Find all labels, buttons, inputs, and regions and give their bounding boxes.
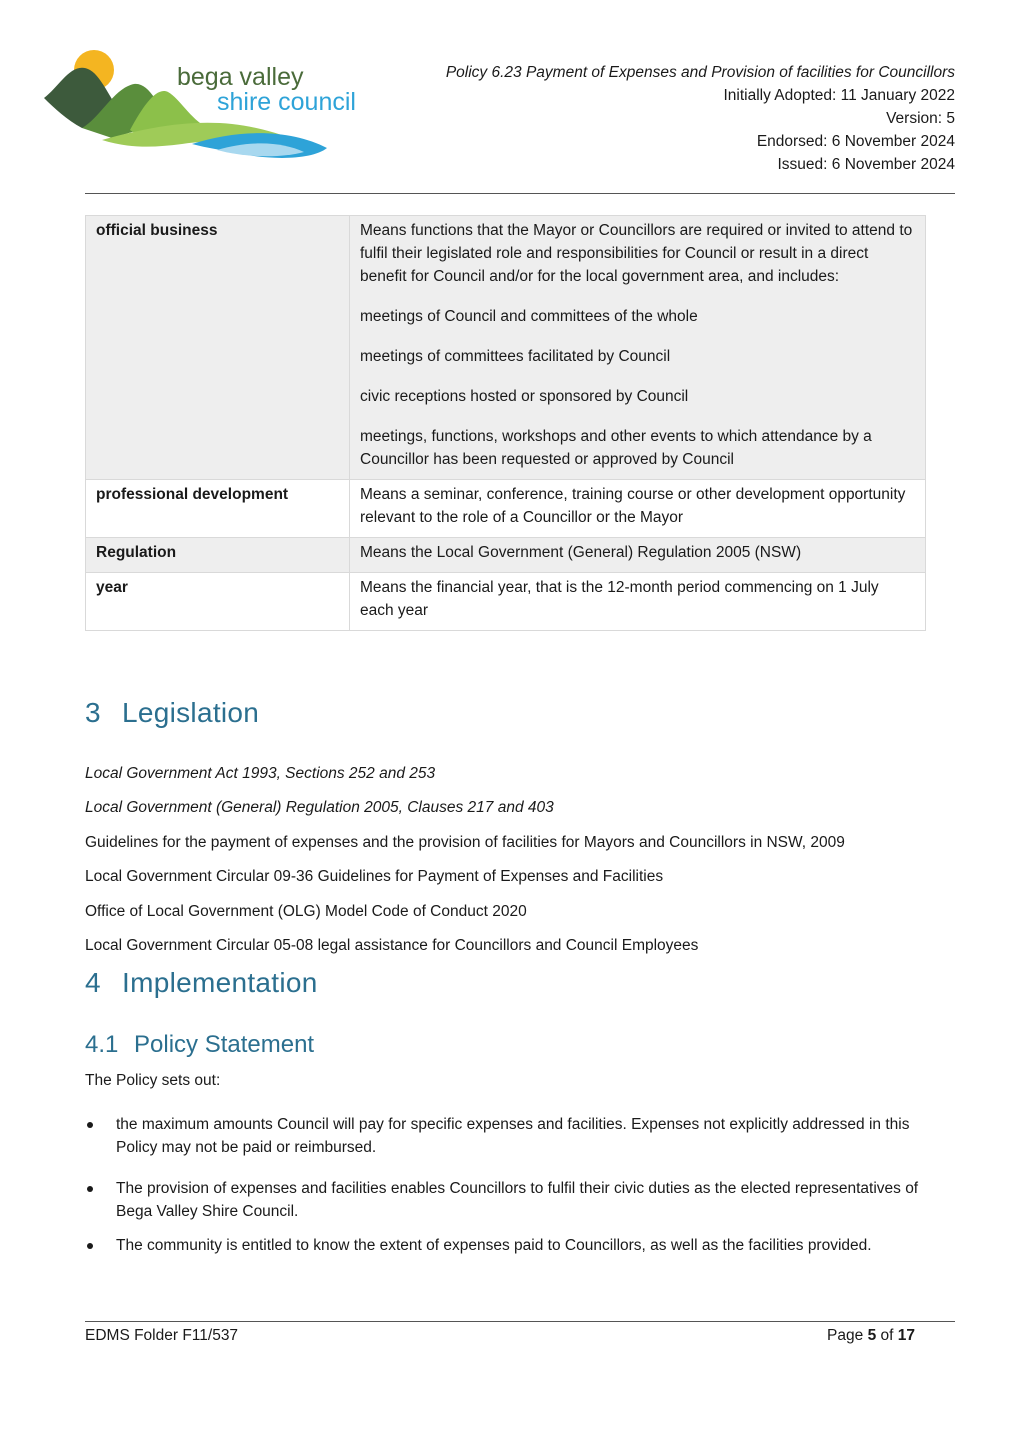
logo-text-line1: bega valley [177,63,304,91]
bullet-item: The provision of expenses and facilities enables Councillors to fulfil their civic duties as the elected representatives of Bega Valley Shire Council. [85,1177,955,1223]
section-title: Implementation [122,967,318,998]
table-row [86,216,926,480]
header-divider [85,193,955,194]
definition-description [350,538,926,573]
list-item: Guidelines for the payment of expenses and the provision of facilities for Mayors and Councillors in NSW, 2009 [85,833,845,851]
subsection-number: 4.1 [85,1031,119,1058]
section-number: 3 [85,697,101,728]
definition-paragraph: meetings of Council and committees of the whole [360,308,698,325]
definition-term: Regulation [86,538,350,573]
edms-folder: EDMS Folder F11/537 [85,1327,239,1344]
logo-text-line2: shire council [217,88,356,116]
list-item: Local Government (General) Regulation 2005, Clauses 217 and 403 [85,799,554,817]
page-current: 5 [867,1327,877,1344]
list-item: Office of Local Government (OLG) Model Code of Conduct 2020 [85,902,527,920]
page-prefix: Page [827,1327,864,1344]
policy-intro: The Policy sets out: [85,1072,221,1089]
table-row [86,573,926,631]
bullet-item: The community is entitled to know the extent of expenses paid to Councillors, as well as the facilities provided. [85,1234,955,1257]
definition-paragraph: Means a seminar, conference, training course or other development opportunity relevant to the role of a Councillor or the Mayor [360,486,906,526]
table-row [86,538,926,573]
definition-term: professional development [86,480,350,538]
definition-description [350,573,926,631]
bullet-item: the maximum amounts Council will pay for specific expenses and facilities. Expenses not explicitly addressed in this Policy may not be paid or reimbursed. [85,1113,955,1159]
subsection-title: Policy Statement [134,1031,315,1058]
table-row [86,480,926,538]
section-heading-implementation [85,967,318,999]
definition-term: year [86,573,350,631]
definition-description [350,480,926,538]
definition-term: official business [86,216,350,480]
page-number [827,1327,915,1345]
section-number: 4 [85,967,101,998]
definition-paragraph: meetings of committees facilitated by Council [360,348,671,365]
footer-divider [85,1321,955,1322]
issued-date: Issued: 6 November 2024 [777,156,955,173]
definitions-table [85,215,926,631]
initially-adopted: Initially Adopted: 11 January 2022 [723,87,955,104]
section-title: Legislation [122,697,260,728]
endorsed-date: Endorsed: 6 November 2024 [756,133,955,150]
definition-description [350,216,926,480]
definition-paragraph: Means the financial year, that is the 12-month period commencing on 1 July each year [360,579,879,619]
policy-bullet-list [85,1113,955,1257]
definition-paragraph: Means the Local Government (General) Regulation 2005 (NSW) [360,544,802,561]
document-header [375,61,955,176]
definition-paragraph: meetings, functions, workshops and other events to which attendance by a Councillor has been requested or approved by Council [360,428,872,468]
list-item: Local Government Circular 05-08 legal assistance for Councillors and Council Employees [85,936,699,954]
page-total: 17 [897,1327,915,1344]
page-of: of [880,1327,894,1344]
definition-paragraph: Means functions that the Mayor or Councillors are required or invited to attend to fulfil their legislated role and responsibilities for Council or result in a direct benefit for Council and/or for the local government area, and includes: [360,222,913,285]
subsection-heading-policy-statement [85,1031,314,1059]
definition-paragraph: civic receptions hosted or sponsored by Council [360,388,689,405]
council-logo [42,48,372,160]
section-heading-legislation [85,697,259,729]
list-item: Local Government Circular 09-36 Guidelines for Payment of Expenses and Facilities [85,868,664,886]
list-item: Local Government Act 1993, Sections 252 and 253 [85,765,436,782]
legislation-list [85,762,965,968]
policy-title: Policy 6.23 Payment of Expenses and Provision of facilities for Councillors [445,64,955,81]
version: Version: 5 [886,110,955,127]
